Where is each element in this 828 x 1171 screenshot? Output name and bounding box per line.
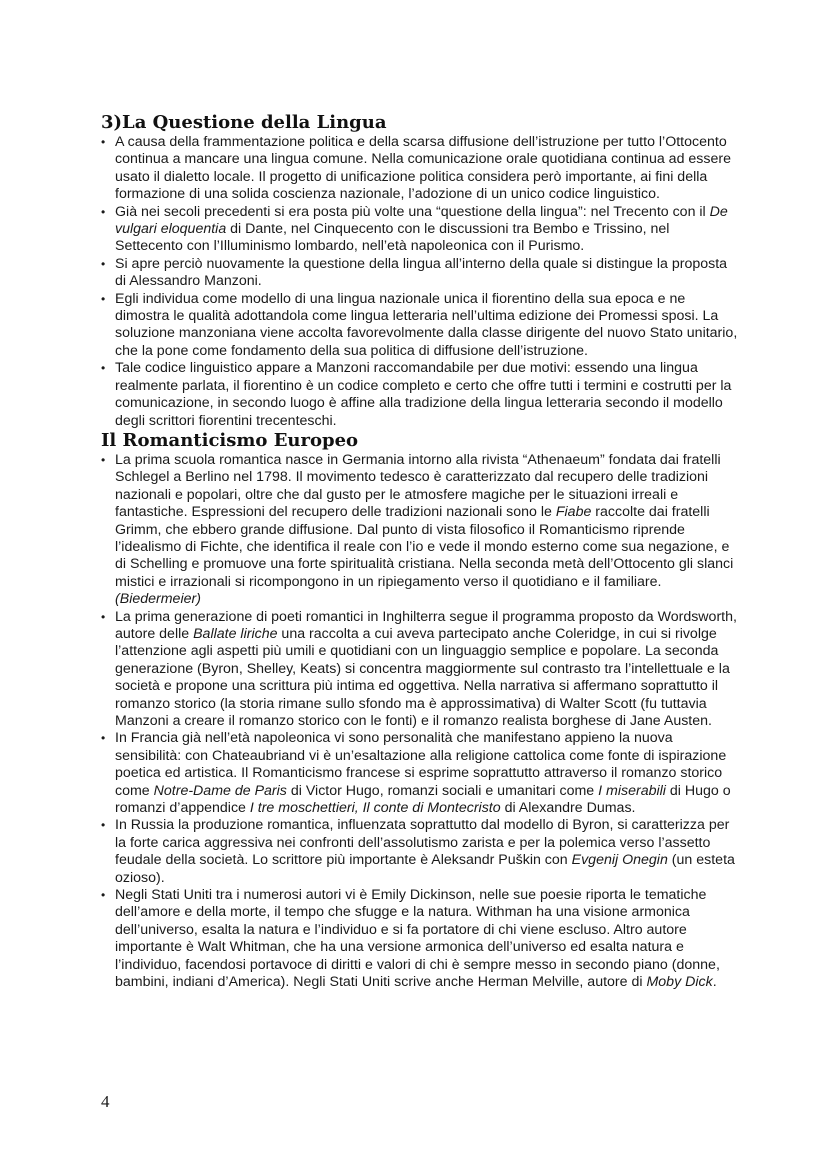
section-title-romanticismo: Il Romanticismo Europeo bbox=[101, 429, 359, 451]
list-item: • La prima scuola romantica nasce in Germania intorno alla rivista “Athenaeum” fondata dai fratelli Schlegel a Berlino nel 1798. Il movimento tedesco è caratterizzato dal recupero delle tradizioni nazionali e popolari, oltre che dal gusto per le atmosfere magiche per le situazioni irreali e fantastiche. Espressioni del recupero delle tradizioni nazionali sono le Fiabe raccolte dai fratelli Grimm, che ebbero grande diffusione. Dal punto di vista filosofico il Romanticismo riprende l’idealismo di Fichte, che identifica il reale con l’io e vede il mondo esterno come sua negazione, e di Schelling e promuove una forte spiritualità cristiana. Nella seconda metà dell’Ottocento gli slanci mistici e irrazionali si ricompongono in un ripiegamento verso il quotidiano e il familiare. (Biedermeier) bbox=[101, 452, 741, 609]
list-item: • Già nei secoli precedenti si era posta più volte una “questione della lingua”: nel Trecento con il De vulgari eloquentia di Dante, nel Cinquecento con le discussioni tra Bembo e Trissino, nel Settecento con l’Illuminismo lombardo, nell’età napoleonica con il Purismo. bbox=[101, 204, 741, 256]
list-item: • Negli Stati Uniti tra i numerosi autori vi è Emily Dickinson, nelle sue poesie riporta le tematiche dell’amore e della morte, il tempo che sfugge e la natura. Withman ha una visione armonica dell’universo, esalta la natura e l’individuo e si fa portatore di chi viene escluso. Altro autore importante è Walt Whitman, che ha una versione armonica dell’universo ed esalta natura e l’individuo, facendosi portavoce di diritti e valori di chi è sempre messo in secondo piano (donne, bambini, indiani d’America). Negli Stati Uniti scrive anche Herman Melville, autore di Moby Dick. bbox=[101, 887, 741, 991]
list-item: • La prima generazione di poeti romantici in Inghilterra segue il programma proposto da Wordsworth, autore delle Ballate liriche una raccolta a cui aveva partecipato anche Coleridge, in cui si rivolge l’attenzione agli aspetti più umili e quotidiani con un linguaggio semplice e popolare. La seconda generazione (Byron, Shelley, Keats) si concentra maggiormente sul contrasto tra l’intellettuale e la società e propone una scrittura più intima ed oggettiva. Nella narrativa si affermano soprattutto il romanzo storico (la storia rimane sullo sfondo ma è approssimativa) di Walter Scott (fu tuttavia Manzoni a creare il romanzo storico con le fonti) e il romanzo realista borghese di Jane Austen. bbox=[101, 609, 741, 731]
bullet-list-romanticismo bbox=[101, 452, 741, 992]
list-item: • Si apre perciò nuovamente la questione della lingua all’interno della quale si distingue la proposta di Alessandro Manzoni. bbox=[101, 256, 741, 291]
section-title-questione-lingua: 3)La Questione della Lingua bbox=[101, 112, 387, 133]
list-item: • In Russia la produzione romantica, influenzata soprattutto dal modello di Byron, si caratterizza per la forte carica aggressiva nei confronti dell’assolutismo zarista e per la polemica verso l’assetto feudale della società. Lo scrittore più importante è Aleksandr Puškin con Evgenij Onegin (un esteta ozioso). bbox=[101, 817, 741, 887]
list-item: • Tale codice linguistico appare a Manzoni raccomandabile per due motivi: essendo una lingua realmente parlata, il fiorentino è un codice completo e certo che offre tutti i termini e costrutti per la comunicazione, in secondo luogo è affine alla tradizione della lingua letteraria secondo il modello degli scrittori fiorentini trecenteschi. bbox=[101, 360, 741, 430]
list-item: • In Francia già nell’età napoleonica vi sono personalità che manifestano appieno la nuova sensibilità: con Chateaubriand vi è un’esaltazione alla religione cattolica come fonte di ispirazione poetica ed artistica. Il Romanticismo francese si esprime soprattutto attraverso il romanzo storico come Notre-Dame de Paris di Victor Hugo, romanzi sociali e umanitari come I miserabili di Hugo o romanzi d’appendice I tre moschettieri, Il conte di Montecristo di Alexandre Dumas. bbox=[101, 730, 741, 817]
page-number: 4 bbox=[101, 1092, 110, 1111]
list-item: • Egli individua come modello di una lingua nazionale unica il fiorentino della sua epoca e ne dimostra le qualità adottandola come lingua letteraria nell’ultima edizione dei Promessi sposi. La soluzione manzoniana viene accolta favorevolmente dalla classe dirigente del nuovo Stato unitario, che la pone come fondamento della sua politica di diffusione dell’istruzione. bbox=[101, 291, 741, 361]
list-item: • A causa della frammentazione politica e della scarsa diffusione dell’istruzione per tutto l’Ottocento continua a mancare una lingua comune. Nella comunicazione orale quotidiana continua ad essere usato il dialetto locale. Il progetto di unificazione politica considera però importante, ai fini della formazione di una solida coscienza nazionale, l’adozione di un unico codice linguistico. bbox=[101, 134, 741, 204]
page-content bbox=[101, 112, 741, 992]
bullet-list-questione-lingua bbox=[101, 134, 741, 430]
